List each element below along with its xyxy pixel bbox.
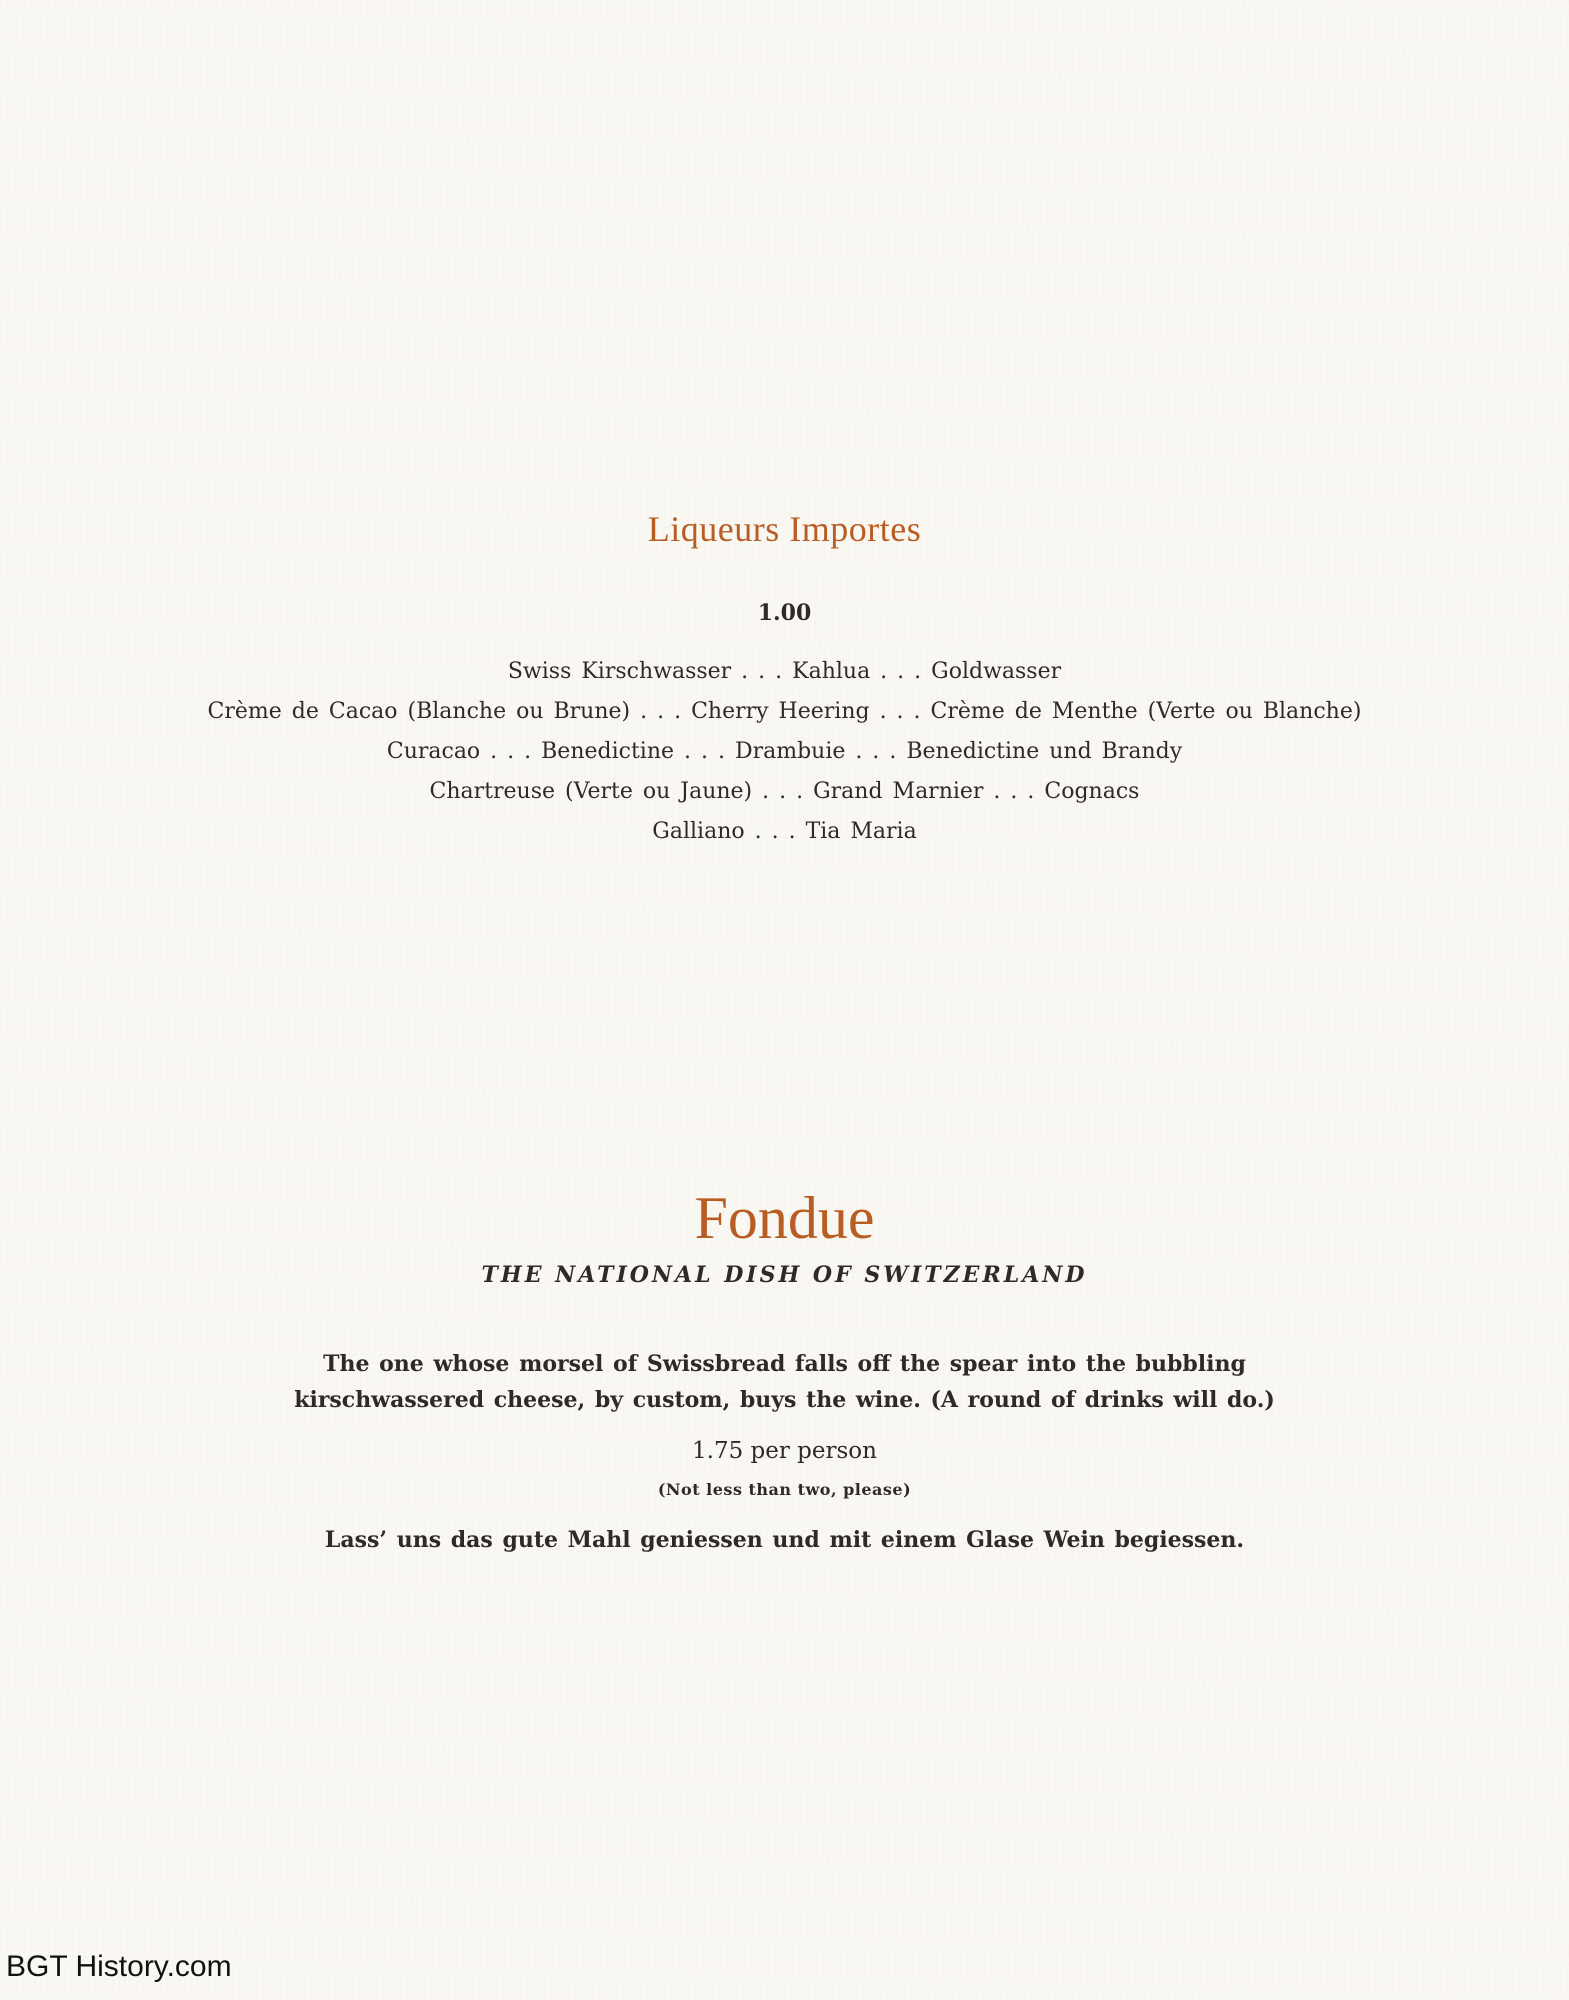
liqueurs-line: Galliano . . . Tia Maria	[652, 819, 917, 844]
liqueurs-price: 1.00	[757, 600, 812, 626]
fondue-heading: Fondue	[694, 1185, 875, 1251]
liqueurs-line: Crème de Cacao (Blanche ou Brune) . . . Cherry Heering . . . Crème de Menthe (Verte ou Blanche)	[207, 699, 1362, 724]
liqueurs-line: Swiss Kirschwasser . . . Kahlua . . . Goldwasser	[507, 659, 1062, 684]
liqueurs-line: Chartreuse (Verte ou Jaune) . . . Grand Marnier . . . Cognacs	[429, 779, 1140, 804]
fondue-german-line: Lass’ uns das gute Mahl geniessen und mit einem Glase Wein begiessen.	[324, 1527, 1245, 1553]
fondue-note: (Not less than two, please)	[657, 1480, 912, 1499]
fondue-subtitle: THE NATIONAL DISH OF SWITZERLAND	[481, 1262, 1088, 1288]
liqueurs-heading: Liqueurs Importes	[647, 509, 922, 549]
fondue-description-line: kirschwassered cheese, by custom, buys the wine. (A round of drinks will do.)	[294, 1387, 1275, 1413]
fondue-description-line: The one whose morsel of Swissbread falls off the spear into the bubbling	[323, 1351, 1246, 1377]
fondue-price: 1.75 per person	[692, 1438, 877, 1464]
fondue-description	[0, 1346, 1569, 1418]
watermark: BGT History.com	[6, 1950, 232, 1983]
liqueurs-line: Curacao . . . Benedictine . . . Drambuie . . . Benedictine und Brandy	[386, 739, 1183, 764]
liqueurs-list	[0, 652, 1569, 852]
